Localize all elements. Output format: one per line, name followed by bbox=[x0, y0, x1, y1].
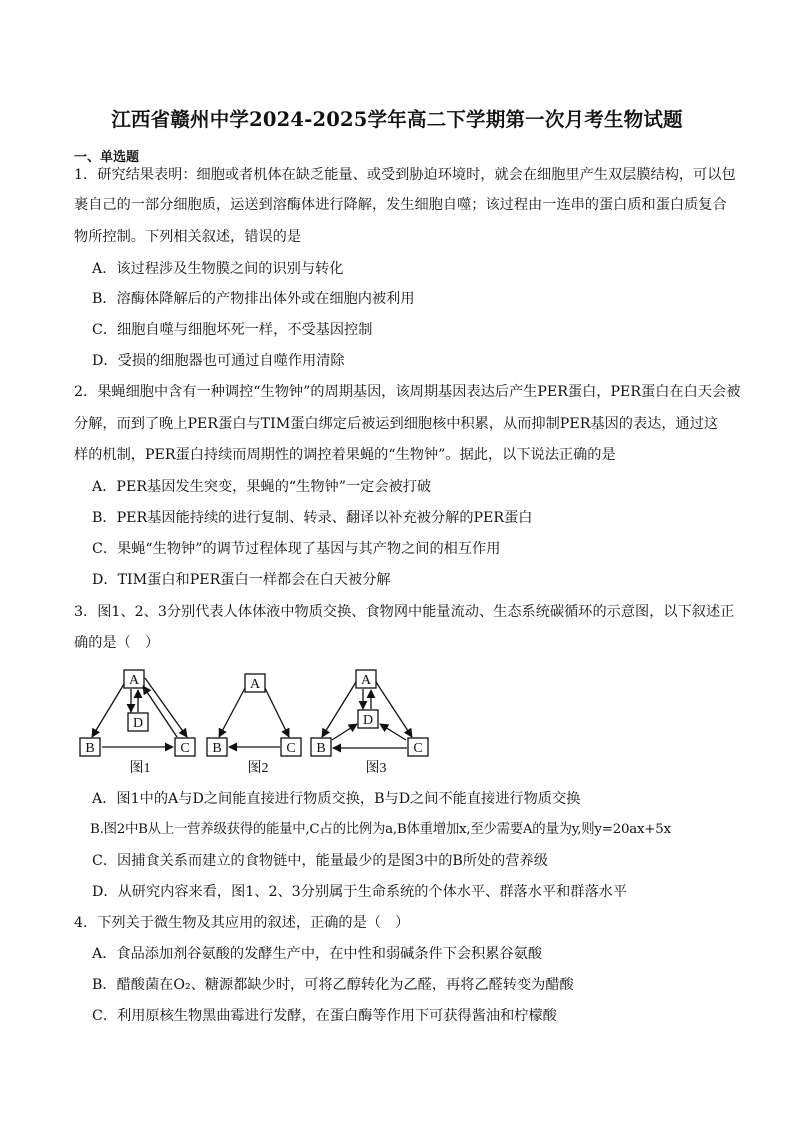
fig2-node-b: B bbox=[212, 741, 222, 756]
fig3-node-c: C bbox=[413, 741, 423, 756]
q2-line-3: 样的机制，PER蛋白持续而周期性的调控着果蝇的“生物钟”。据此，以下说法正确的是 bbox=[74, 447, 616, 463]
q2-option-c: C．果蝇“生物钟”的调节过程体现了基因与其产物之间的相互作用 bbox=[92, 541, 501, 557]
q3-figure bbox=[74, 664, 434, 776]
q1-option-c: C．细胞自噬与细胞坏死一样，不受基因控制 bbox=[92, 322, 373, 338]
q4-option-b: B．醋酸菌在O₂、糖源都缺少时，可将乙醇转化为乙醛，再将乙醛转变为醋酸 bbox=[92, 977, 574, 993]
q3-option-c: C．因捕食关系而建立的食物链中，能量最少的是图3中的B所处的营养级 bbox=[92, 853, 548, 869]
section-heading: 一、单选题 bbox=[74, 150, 140, 165]
q4-line-1: 4．下列关于微生物及其应用的叙述，正确的是（ ） bbox=[74, 915, 410, 931]
figure-3-label: 图3 bbox=[365, 761, 387, 776]
q3-line-1: 3．图1、2、3分别代表人体体液中物质交换、食物网中能量流动、生态系统碳循环的示意图，以下叙述正 bbox=[74, 604, 735, 620]
fig1-node-b: B bbox=[85, 741, 95, 756]
exam-title: 江西省赣州中学2024-2025学年高二下学期第一次月考生物试题 bbox=[111, 108, 683, 131]
q2-line-1: 2．果蝇细胞中含有一种调控“生物钟”的周期基因，该周期基因表达后产生PER蛋白，PER蛋白在白天会被 bbox=[74, 384, 741, 400]
q3-option-d: D．从研究内容来看，图1、2、3分别属于生命系统的个体水平、群落水平和群落水平 bbox=[92, 884, 628, 900]
q3-option-b: B.图2中B从上一营养级获得的能量中,C占的比例为a,B体重增加x,至少需要A的量为y,则y=20ax+5x bbox=[90, 822, 671, 837]
q1-line-1: 1．研究结果表明：细胞或者机体在缺乏能量、或受到胁迫环境时，就会在细胞里产生双层膜结构，可以包 bbox=[74, 167, 736, 183]
q3-line-2: 确的是（ ） bbox=[74, 635, 160, 651]
figure-2-label: 图2 bbox=[247, 761, 269, 776]
fig2-node-a: A bbox=[249, 677, 261, 692]
q2-option-a: A．PER基因发生突变，果蝇的“生物钟”一定会被打破 bbox=[92, 479, 432, 495]
q2-option-b: B．PER基因能持续的进行复制、转录、翻译以补充被分解的PER蛋白 bbox=[92, 510, 533, 526]
q2-line-2: 分解，而到了晚上PER蛋白与TIM蛋白绑定后被运到细胞核中积累，从而抑制PER基因的表达，通过这 bbox=[74, 416, 719, 432]
fig3-node-d: D bbox=[362, 713, 374, 728]
q3-option-a: A．图1中的A与D之间能直接进行物质交换，B与D之间不能直接进行物质交换 bbox=[92, 791, 581, 807]
q1-option-d: D．受损的细胞器也可通过自噬作用清除 bbox=[92, 353, 345, 369]
fig1-node-a: A bbox=[128, 673, 140, 688]
fig1-node-c: C bbox=[180, 741, 190, 756]
q1-option-a: A．该过程涉及生物膜之间的识别与转化 bbox=[92, 261, 344, 277]
q1-option-b: B．溶酶体降解后的产物排出体外或在细胞内被利用 bbox=[92, 291, 415, 307]
fig2-node-c: C bbox=[286, 741, 296, 756]
figure-1-label: 图1 bbox=[129, 761, 151, 776]
q1-line-2: 裹自己的一部分细胞质，运送到溶酶体进行降解，发生细胞自噬；该过程由一连串的蛋白质和蛋白质复合 bbox=[74, 197, 727, 213]
q1-line-3: 物所控制。下列相关叙述，错误的是 bbox=[74, 229, 302, 245]
fig3-node-b: B bbox=[316, 741, 326, 756]
q2-option-d: D．TIM蛋白和PER蛋白一样都会在白天被分解 bbox=[92, 572, 391, 588]
fig1-node-d: D bbox=[132, 716, 144, 731]
q4-option-a: A．食品添加剂谷氨酸的发酵生产中，在中性和弱碱条件下会积累谷氨酸 bbox=[92, 946, 543, 962]
fig3-node-a: A bbox=[360, 673, 372, 688]
q4-option-c: C．利用原核生物黑曲霉进行发酵，在蛋白酶等作用下可获得酱油和柠檬酸 bbox=[92, 1008, 557, 1024]
